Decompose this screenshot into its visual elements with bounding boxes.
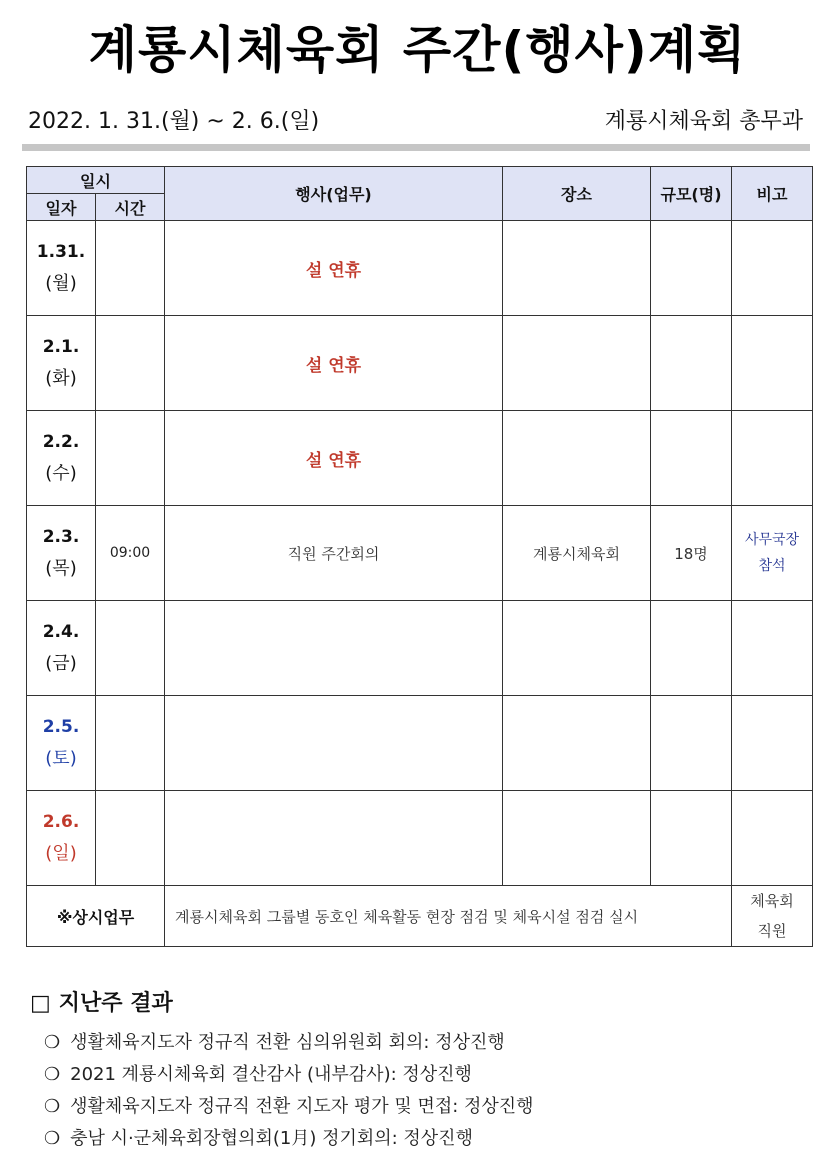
scale-cell <box>651 696 732 791</box>
weekday-text: (수) <box>45 463 77 484</box>
weekday-text: (목) <box>45 558 77 579</box>
note-cell <box>732 316 813 411</box>
place-cell <box>503 221 651 316</box>
weekday-text: (화) <box>45 368 77 389</box>
routine-note <box>732 886 813 947</box>
time-cell <box>96 411 165 506</box>
square-bullet-icon: □ <box>30 991 51 1016</box>
circle-bullet-icon: ❍ <box>44 1128 61 1149</box>
header-scale: 규모(명) <box>651 167 732 221</box>
scale-cell <box>651 791 732 886</box>
table-row <box>27 411 813 506</box>
date-text: 2.5. <box>42 717 80 737</box>
header-place: 장소 <box>503 167 651 221</box>
last-week-title-text: 지난주 결과 <box>58 991 173 1016</box>
event-cell: 설 연휴 <box>165 411 503 506</box>
weekly-schedule-table <box>26 166 813 947</box>
table-row <box>27 506 813 601</box>
note-cell <box>732 696 813 791</box>
event-cell: 설 연휴 <box>165 221 503 316</box>
routine-label: ※상시업무 <box>27 886 165 947</box>
date-cell <box>27 316 96 411</box>
note-cell <box>732 506 813 601</box>
date-cell <box>27 506 96 601</box>
date-text: 2.6. <box>42 812 80 832</box>
list-item <box>30 1027 810 1059</box>
routine-note-line-2: 직원 <box>757 922 787 940</box>
date-cell <box>27 696 96 791</box>
date-text: 1.31. <box>36 242 86 262</box>
date-cell <box>27 221 96 316</box>
event-cell <box>165 696 503 791</box>
weekday-text: (월) <box>45 273 77 294</box>
place-cell <box>503 696 651 791</box>
scale-cell: 18명 <box>651 506 732 601</box>
scale-cell <box>651 221 732 316</box>
last-week-section <box>30 986 810 1155</box>
header-time: 시간 <box>96 194 165 221</box>
table-row <box>27 316 813 411</box>
scale-cell <box>651 411 732 506</box>
date-cell <box>27 411 96 506</box>
table-row <box>27 221 813 316</box>
list-item <box>30 1059 810 1091</box>
date-text: 2.2. <box>42 432 80 452</box>
time-cell <box>96 791 165 886</box>
note-cell <box>732 411 813 506</box>
note-cell <box>732 601 813 696</box>
list-item <box>30 1091 810 1123</box>
event-cell <box>165 791 503 886</box>
weekday-text: (금) <box>45 653 77 674</box>
list-item-text: 생활체육지도자 정규직 전환 지도자 평가 및 면접: 정상진행 <box>70 1096 534 1117</box>
time-cell: 09:00 <box>96 506 165 601</box>
header-note: 비고 <box>732 167 813 221</box>
weekday-text: (토) <box>45 748 77 769</box>
note-line-1: 사무국장 <box>744 532 800 548</box>
routine-row <box>27 886 813 947</box>
page-title: 계룡시체육회 주간(행사)계획 <box>88 21 747 79</box>
list-item-text: 충남 시·군체육회장협의회(1月) 정기회의: 정상진행 <box>70 1128 473 1149</box>
header-datetime: 일시 <box>27 167 165 194</box>
header-date: 일자 <box>27 194 96 221</box>
note-line-2: 참석 <box>758 558 786 574</box>
date-text: 2.1. <box>42 337 80 357</box>
list-item-text: 생활체육지도자 정규직 전환 심의위원회 회의: 정상진행 <box>70 1032 505 1053</box>
date-cell <box>27 791 96 886</box>
last-week-title <box>30 986 810 1017</box>
place-cell <box>503 411 651 506</box>
time-cell <box>96 316 165 411</box>
time-cell <box>96 696 165 791</box>
header-divider <box>22 144 810 151</box>
circle-bullet-icon: ❍ <box>44 1032 61 1053</box>
circle-bullet-icon: ❍ <box>44 1096 61 1117</box>
date-cell <box>27 601 96 696</box>
note-cell <box>732 221 813 316</box>
table-row <box>27 791 813 886</box>
place-cell <box>503 601 651 696</box>
time-cell <box>96 601 165 696</box>
list-item-text: 2021 계룡시체육회 결산감사 (내부감사): 정상진행 <box>70 1064 472 1085</box>
place-cell <box>503 316 651 411</box>
department-label: 계룡시체육회 총무과 <box>604 109 803 134</box>
time-cell <box>96 221 165 316</box>
event-cell: 설 연휴 <box>165 316 503 411</box>
scale-cell <box>651 601 732 696</box>
place-cell: 계룡시체육회 <box>503 506 651 601</box>
list-item <box>30 1123 810 1155</box>
circle-bullet-icon: ❍ <box>44 1064 61 1085</box>
event-cell: 직원 주간회의 <box>165 506 503 601</box>
header-event: 행사(업무) <box>165 167 503 221</box>
scale-cell <box>651 316 732 411</box>
event-cell <box>165 601 503 696</box>
weekday-text: (일) <box>45 843 77 864</box>
date-range: 2022. 1. 31.(월) ~ 2. 6.(일) <box>28 109 320 134</box>
routine-text: 계룡시체육회 그룹별 동호인 체육활동 현장 점검 및 체육시설 점검 실시 <box>165 886 732 947</box>
note-cell <box>732 791 813 886</box>
table-row <box>27 696 813 791</box>
date-text: 2.3. <box>42 527 80 547</box>
place-cell <box>503 791 651 886</box>
routine-note-line-1: 체육회 <box>750 892 794 910</box>
date-text: 2.4. <box>42 622 80 642</box>
table-row <box>27 601 813 696</box>
